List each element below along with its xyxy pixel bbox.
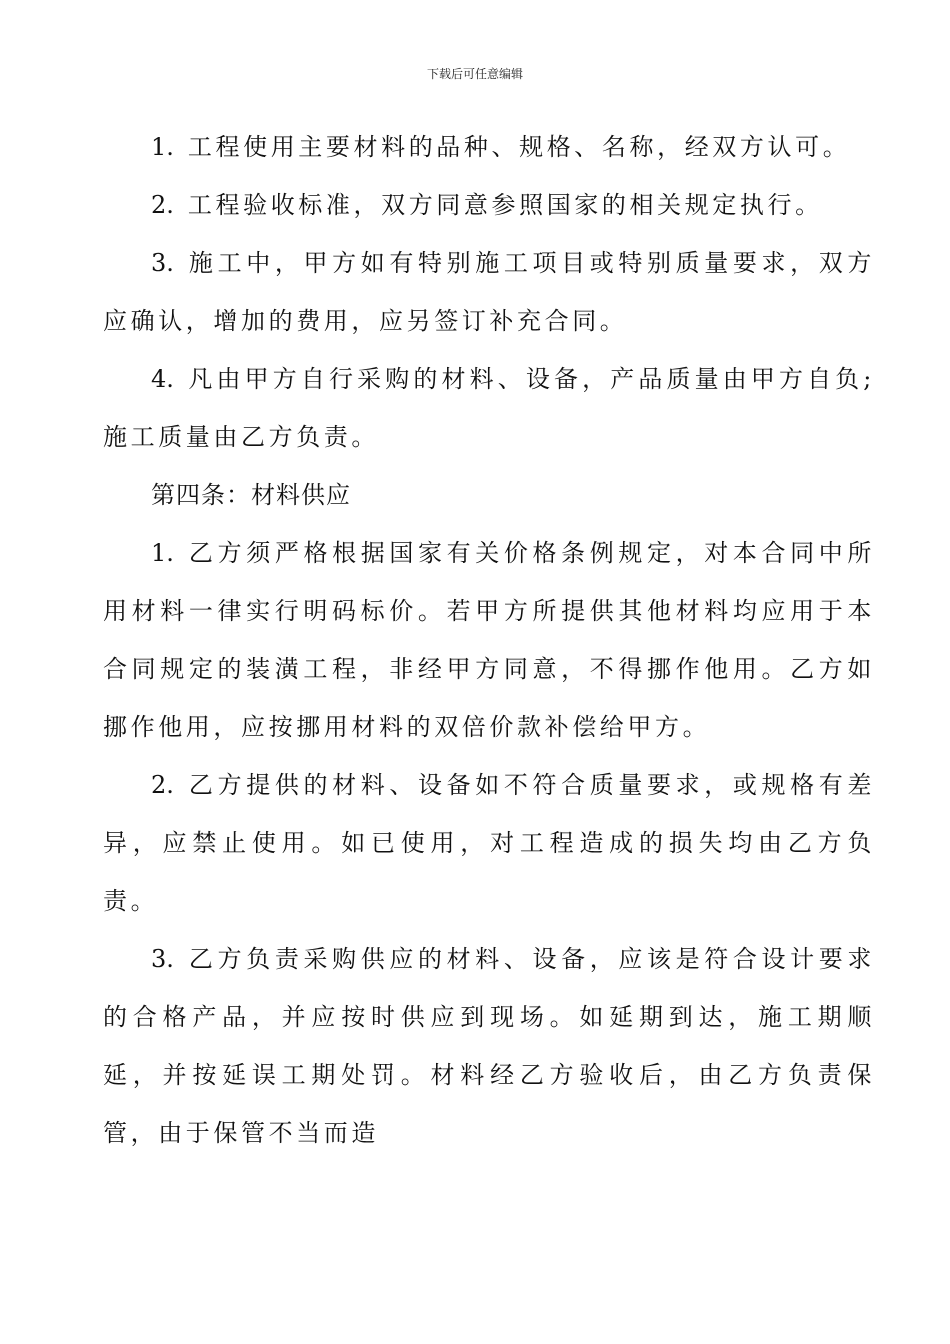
clause-number: 3.: [151, 945, 174, 973]
clause-number: 1.: [151, 133, 174, 161]
clause-number: 4.: [151, 365, 174, 393]
document-body: [103, 118, 875, 1162]
clause-text: 乙方须严格根据国家有关价格条例规定，对本合同中所用材料一律实行明码标价。若甲方所提供其他材料均应用于本合同规定的装潢工程，非经甲方同意，不得挪作他用。乙方如挪作他用，应按挪用材料的双倍价款补偿给甲方。: [103, 539, 875, 741]
clause-paragraph: [103, 350, 875, 466]
clause-text: 工程验收标准，双方同意参照国家的相关规定执行。: [187, 191, 823, 219]
clause-text: 乙方提供的材料、设备如不符合质量要求，或规格有差异，应禁止使用。如已使用，对工程造成的损失均由乙方负责。: [103, 771, 875, 915]
clause-paragraph: [103, 756, 875, 930]
clause-number: 2.: [151, 771, 174, 799]
clause-paragraph: [103, 176, 875, 234]
clause-number: 2.: [151, 191, 174, 219]
clause-paragraph: [103, 118, 875, 176]
clause-text: 凡由甲方自行采购的材料、设备，产品质量由甲方自负;施工质量由乙方负责。: [103, 365, 875, 451]
clause-paragraph: [103, 524, 875, 756]
clause-text: 工程使用主要材料的品种、规格、名称，经双方认可。: [187, 133, 851, 161]
clause-paragraph: [103, 930, 875, 1162]
section-heading: 第四条：材料供应: [151, 481, 351, 509]
clause-number: 3.: [151, 249, 174, 277]
clause-text: 施工中，甲方如有特别施工项目或特别质量要求，双方应确认，增加的费用，应另签订补充合同。: [103, 249, 875, 335]
clause-text: 乙方负责采购供应的材料、设备，应该是符合设计要求的合格产品，并应按时供应到现场。如延期到达，施工期顺延，并按延误工期处罚。材料经乙方验收后，由乙方负责保管，由于保管不当而造: [103, 945, 875, 1147]
clause-paragraph: [103, 234, 875, 350]
page-header: 下载后可任意编辑: [426, 67, 523, 81]
clause-number: 1.: [151, 539, 174, 567]
